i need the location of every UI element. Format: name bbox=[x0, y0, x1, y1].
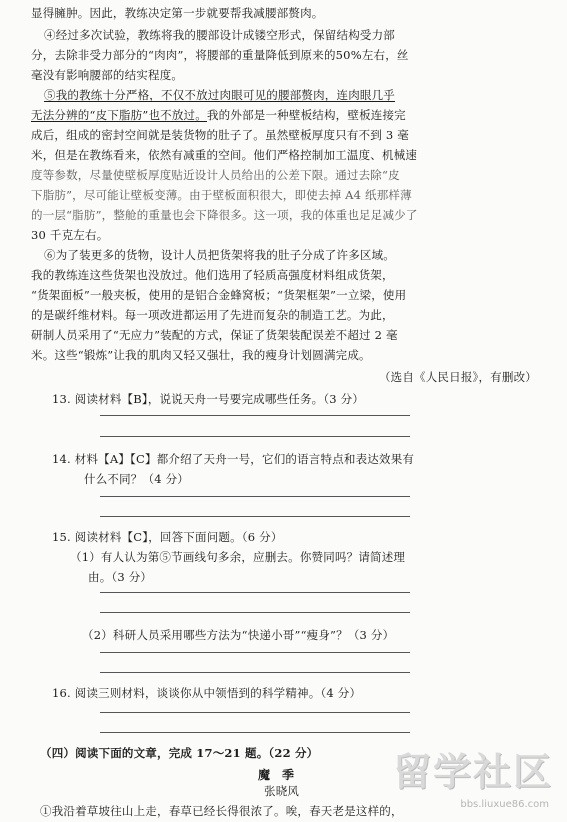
paragraph-6-line: 米。这些“锻炼”让我的肌肉又轻又强壮，我的瘦身计划圆满完成。 bbox=[31, 348, 371, 362]
paragraph-5-underlined-line: ⑤我的教练十分严格，不仅不放过肉眼可见的腰部赘肉，连肉眼几乎 bbox=[44, 88, 395, 102]
question-14-line: 14. 材料【A】【C】都介绍了天舟一号，它们的语言特点和表达效果有 bbox=[52, 452, 415, 466]
watermark-url: bbs.liuxue86.com bbox=[460, 799, 549, 810]
answer-line bbox=[100, 516, 410, 517]
paragraph-5-line: 度等参数，尽量使壁板厚度贴近设计人员给出的公差下限。通过去除“皮 bbox=[31, 168, 400, 182]
underlined-sentence-end: 无法分辨的“皮下脂肪”也不放过。 bbox=[31, 108, 207, 122]
paragraph-6-line: 我的教练连这些货架也没放过。他们选用了轻质高强度材料组成货架， bbox=[31, 268, 394, 282]
paragraph-5-line: 米，但是在教练看来，依然有减重的空间。他们严格控制加工温度、机械速 bbox=[31, 148, 418, 162]
answer-line bbox=[100, 496, 410, 497]
paragraph-5-line: 30 千克左右。 bbox=[31, 228, 109, 242]
answer-line bbox=[100, 732, 410, 733]
paragraph-4-line: 分，去除非受力部分的“肉肉”，将腰部的重量降低到原来的50%左右，丝 bbox=[31, 48, 409, 62]
question-15: 15. 阅读材料【C】，回答下面问题。（6 分） bbox=[52, 530, 283, 544]
answer-line bbox=[100, 592, 410, 593]
paragraph-6-line: 研制人员采用了“无应力”装配的方式，保证了货架装配误差不超过 2 毫 bbox=[31, 328, 398, 342]
paragraph-5-line: 的一层“脂肪”，整舱的重量也会下降很多。这一项，我的体重也足足减少了 bbox=[31, 208, 418, 222]
source-citation: （选自《人民日报》，有删改） bbox=[378, 370, 537, 384]
question-16: 16. 阅读三则材料，谈谈你从中领悟到的科学精神。（4 分） bbox=[52, 686, 362, 700]
question-15-2: （2）科研人员采用哪些方法为“快递小哥”“瘦身”？（3 分） bbox=[82, 628, 395, 642]
paragraph-6-line: “货架面板”一般夹板，使用的是铝合金蜂窝板；“货架框架”一立梁，使用 bbox=[31, 288, 407, 302]
question-14-line: 什么不同？（4 分） bbox=[84, 472, 189, 486]
article-author: 张晓风 bbox=[264, 784, 300, 798]
sentence-text: 我的外部是一种壁板结构，壁板连接完 bbox=[206, 108, 406, 122]
question-13: 13. 阅读材料【B】，说说天舟一号要完成哪些任务。（3 分） bbox=[52, 392, 365, 406]
paragraph-6-line: ⑥为了装更多的货物，设计人员把货架将我的肚子分成了许多区域。 bbox=[44, 248, 395, 262]
paragraph-6-line: 的是碳纤维材料。每一项改进都运用了先进而复杂的制造工艺。为此， bbox=[31, 308, 394, 322]
answer-line bbox=[100, 612, 410, 613]
paragraph-5-line: 下脂肪”，尽可能让壁板变薄。由于壁板面积很大，即使去掉 A4 纸那样薄 bbox=[31, 188, 412, 202]
answer-line bbox=[100, 712, 410, 713]
answer-line bbox=[100, 652, 410, 653]
article-first-line: ①我沿着草坡往山上走，春草已经长得很浓了。唉，春天老是这样的， bbox=[40, 804, 403, 818]
watermark-logo: 留学社区 bbox=[392, 750, 553, 794]
paragraph-4-line: 毫没有影响腰部的结实程度。 bbox=[31, 68, 184, 82]
article-title: 魔 季 bbox=[258, 768, 295, 782]
section-4-heading: （四）阅读下面的文章，完成 17～21 题。（22 分） bbox=[40, 746, 319, 760]
answer-line bbox=[100, 436, 410, 437]
paragraph-5-line: 成后，组成的密封空间就是装货物的肚子了。虽然壁板厚度只有不到 3 毫 bbox=[31, 128, 409, 142]
answer-line bbox=[100, 672, 410, 673]
paragraph-5-line bbox=[31, 108, 551, 122]
question-15-1-line: 由。（3 分） bbox=[88, 570, 153, 584]
answer-line bbox=[100, 415, 410, 416]
paragraph-line: 显得臃肿。因此，教练决定第一步就要帮我减腰部赘肉。 bbox=[31, 6, 324, 20]
question-15-1-line: （1）有人认为第⑤节画线句多余，应删去。你赞同吗？请简述理 bbox=[70, 550, 406, 564]
paragraph-4-line: ④经过多次试验，教练将我的腰部设计成镂空形式，保留结构受力部 bbox=[44, 28, 395, 42]
